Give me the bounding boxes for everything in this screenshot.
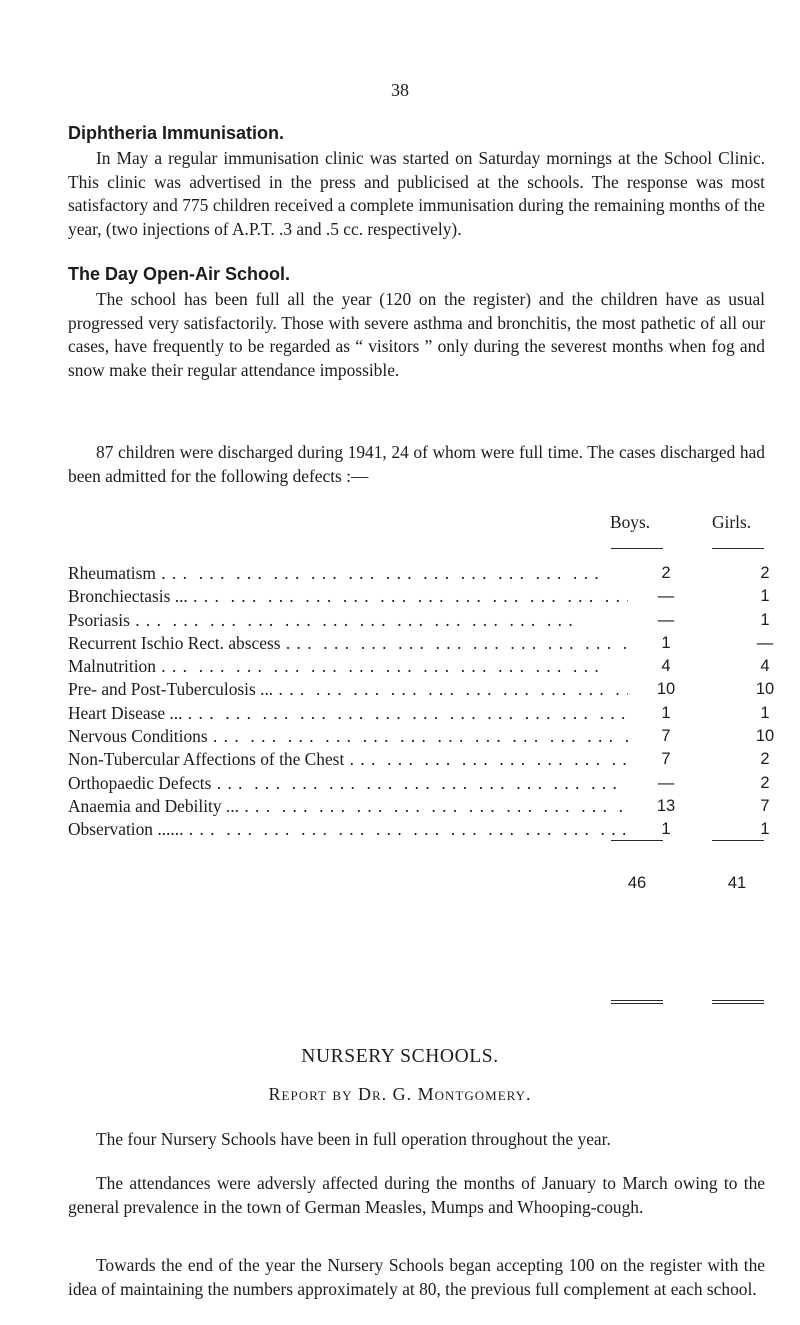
boys-total: 46 xyxy=(627,874,647,892)
diphtheria-paragraph: In May a regular immunisation clinic was started on Saturday mornings at the School Clinic. This clinic was advertised in the press and publicised at the schools. The response was most satisfactory and 775 children received a complete immunisation during the remaining months of the year, (two injections of A.P.T. .3 and .5 cc. respectively). xyxy=(68,148,765,239)
boys-count: 1 xyxy=(661,703,671,722)
table-row xyxy=(68,748,768,771)
boys-count: 7 xyxy=(661,727,671,746)
table-row xyxy=(68,632,774,655)
girls-total: 41 xyxy=(727,874,747,892)
nursery-paragraph-2: The attendances were adversly affected during the months of January to March owing to the general prevalence in the town of German Measles, Mumps and Whooping-cough. xyxy=(68,1173,765,1217)
girls-count: 2 xyxy=(760,564,770,582)
girls-count: 10 xyxy=(755,727,775,746)
nursery-paragraph-1: The four Nursery Schools have been in full operation throughout the year. xyxy=(96,1129,611,1149)
double-rule-girls xyxy=(712,1000,764,1004)
boys-count: 1 xyxy=(661,820,671,839)
boys-count: 2 xyxy=(661,564,671,582)
girls-count: 1 xyxy=(760,610,770,629)
defect-label: Nervous Conditions . . . xyxy=(68,725,628,748)
defect-label: Bronchiectasis ... . . . xyxy=(68,585,628,608)
defect-label: Psoriasis . . . xyxy=(68,609,628,632)
boys-count: — xyxy=(657,587,675,606)
table-row xyxy=(68,678,775,701)
defect-label: Observation ...... . . . xyxy=(68,818,628,841)
defect-label: Recurrent Ischio Rect. abscess . . . xyxy=(68,632,628,655)
open-air-paragraph-2: 87 children were discharged during 1941, 24 of whom were full time. The cases discharged had been admitted for the following defects :— xyxy=(68,442,765,486)
header-rule-girls xyxy=(712,548,764,549)
defect-label: Pre- and Post-Tuberculosis ... . . . xyxy=(68,678,628,701)
table-row xyxy=(68,655,768,678)
girls-column-header: Girls. xyxy=(712,512,752,532)
open-air-paragraph-1: The school has been full all the year (120 on the register) and the children have as usual progressed very satisfactorily. Those with severe asthma and bronchitis, the most pathetic of all our cases, have frequently to be regarded as “ visitors ” only during the severest months when fog and snow make their regular attendance impossible. xyxy=(68,289,765,380)
girls-count: 1 xyxy=(760,820,770,839)
diphtheria-heading: Diphtheria Immunisation. xyxy=(68,123,285,143)
header-rule-boys xyxy=(611,548,663,549)
total-rule-boys xyxy=(611,840,663,841)
open-air-heading: The Day Open-Air School. xyxy=(68,264,291,284)
boys-count: — xyxy=(657,610,675,629)
girls-count: — xyxy=(756,633,774,652)
nursery-paragraph-3: Towards the end of the year the Nursery Schools began accepting 100 on the register with the idea of maintaining the numbers approximately at 80, the previous full complement at each school. xyxy=(68,1255,765,1299)
table-row xyxy=(68,795,768,818)
defect-label: Malnutrition . . . xyxy=(68,655,628,678)
defect-label: Orthopaedic Defects . . . xyxy=(68,772,628,795)
nursery-title: NURSERY SCHOOLS. xyxy=(301,1046,499,1067)
girls-count: 7 xyxy=(760,796,770,815)
double-rule-boys xyxy=(611,1000,663,1004)
defects-table xyxy=(68,562,775,842)
girls-count: 4 xyxy=(760,657,770,676)
boys-count: — xyxy=(657,773,675,792)
total-rule-girls xyxy=(712,840,764,841)
defect-label: Rheumatism . . . xyxy=(68,562,628,585)
boys-count: 7 xyxy=(661,750,671,769)
table-row xyxy=(68,585,768,608)
boys-count: 13 xyxy=(656,796,676,815)
report-line: Report by Dr. G. Montgomery. xyxy=(268,1084,532,1104)
girls-count: 1 xyxy=(760,587,770,606)
boys-column-header: Boys. xyxy=(610,512,651,532)
defect-label: Anaemia and Debility ... . . . xyxy=(68,795,628,818)
boys-count: 4 xyxy=(661,657,671,676)
table-row xyxy=(68,772,768,795)
boys-count: 10 xyxy=(656,680,676,699)
girls-count: 1 xyxy=(760,703,770,722)
table-row xyxy=(68,702,768,725)
girls-count: 10 xyxy=(755,680,775,699)
table-row xyxy=(68,725,775,748)
defect-label: Non-Tubercular Affections of the Chest . . . xyxy=(68,748,628,771)
table-row xyxy=(68,562,768,585)
girls-count: 2 xyxy=(760,773,770,792)
girls-count: 2 xyxy=(760,750,770,769)
table-row xyxy=(68,609,768,632)
table-row xyxy=(68,818,768,841)
totals-row xyxy=(0,874,800,898)
page-number: 38 xyxy=(391,80,409,100)
defect-label: Heart Disease ... . . . xyxy=(68,702,628,725)
boys-count: 1 xyxy=(661,633,671,652)
